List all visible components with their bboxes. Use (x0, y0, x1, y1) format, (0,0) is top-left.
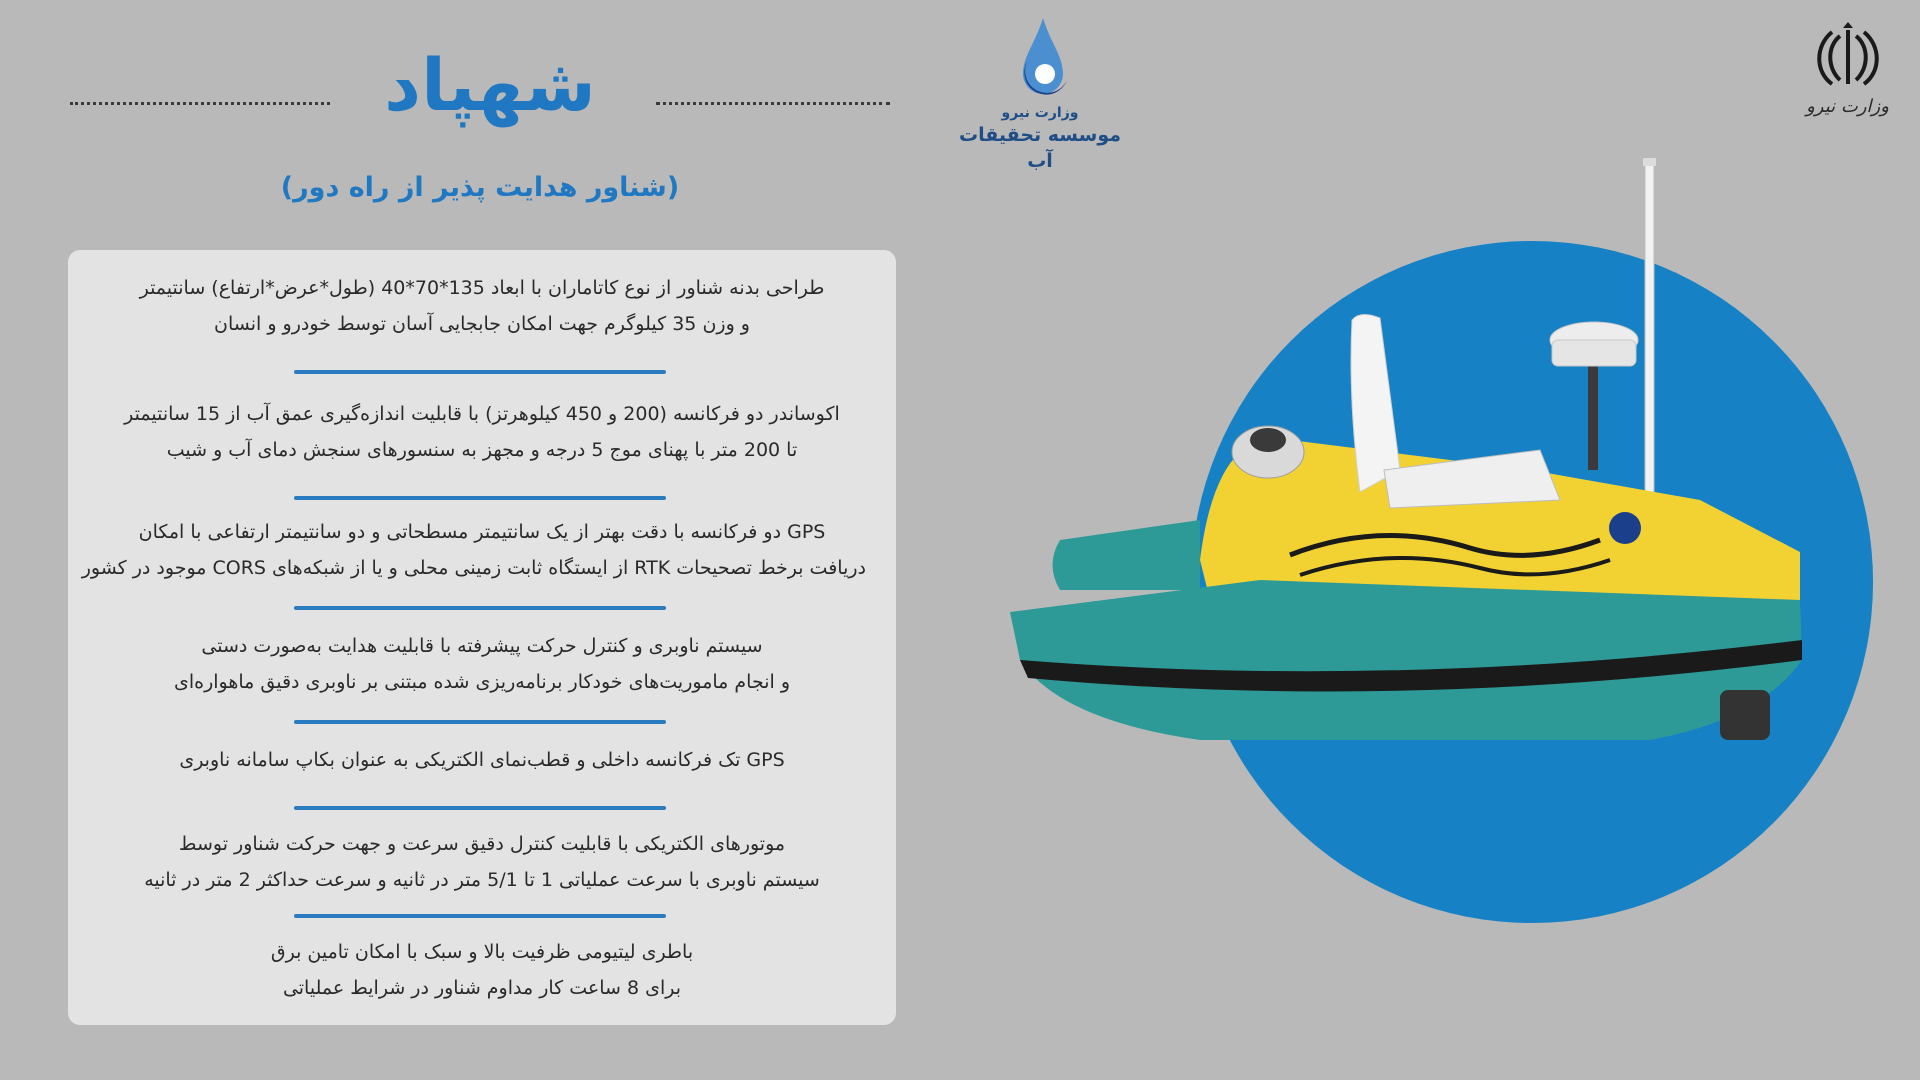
feature-line: طراحی بدنه شناور از نوع کاتاماران با ابعاد 135*70*40 (طول*عرض*ارتفاع) سانتیمتر (139, 277, 825, 299)
feature-line: GPS دو فرکانسه با دقت بهتر از یک سانتیمتر مسطحاتی و دو سانتیمتر ارتفاعی با امکان (138, 521, 826, 543)
feature-line: و انجام ماموریت‌های خودکار برنامه‌ریزی شده مبتنی بر ناوبری دقیق ماهواره‌ای (174, 671, 790, 693)
feature-line: GPS تک فرکانسه داخلی و قطب‌نمای الکتریکی به عنوان بکاپ سامانه ناوبری (179, 749, 785, 771)
feature-line: موتورهای الکتریکی با قابلیت کنترل دقیق سرعت و جهت حرکت شناور توسط (178, 833, 786, 855)
feature-line: سیستم ناوبری با سرعت عملیاتی 1 تا 5/1 متر در ثانیه و سرعت حداکثر 2 متر در ثانیه (144, 869, 820, 891)
org-small-text: وزارت نیرو (1001, 105, 1079, 121)
feature-line: اکوساندر دو فرکانسه (200 و 450 کیلوهرتز) با قابلیت اندازه‌گیری عمق آب از 15 سانتیمتر (124, 403, 840, 425)
feature-line: دریافت برخط تصحیحات RTK از ایستگاه ثابت زمینی محلی و یا از شبکه‌های CORS موجود در کشور (81, 557, 866, 579)
feature-line: و وزن 35 کیلوگرم جهت امکان جابجایی آسان توسط خودرو و انسان (214, 313, 750, 335)
page-title: شهپاد (384, 43, 596, 127)
feature-line: باطری لیتیومی ظرفیت بالا و سبک با امکان تامین برق (270, 941, 694, 963)
gps-pole (1588, 362, 1598, 470)
propeller (1720, 690, 1770, 740)
antenna-mast (1645, 162, 1654, 492)
page-subtitle: (شناور هدایت پذیر از راه دور) (280, 172, 680, 203)
org-name: موسسه تحقیقات آب (959, 124, 1121, 172)
feature-line: تا 200 متر با پهنای موج 5 درجه و مجهز به سنسورهای سنجش دمای آب و شیب (166, 439, 798, 461)
ministry-name: وزارت نیرو (1806, 96, 1889, 117)
feature-line: برای 8 ساعت کار مداوم شناور در شرایط عملیاتی (282, 977, 682, 999)
hull-logo (1609, 512, 1641, 544)
rear-pontoon (1053, 520, 1201, 590)
feature-line: سیستم ناوبری و کنترل حرکت پیشرفته با قابلیت هدایت به‌صورت دستی (201, 635, 763, 657)
